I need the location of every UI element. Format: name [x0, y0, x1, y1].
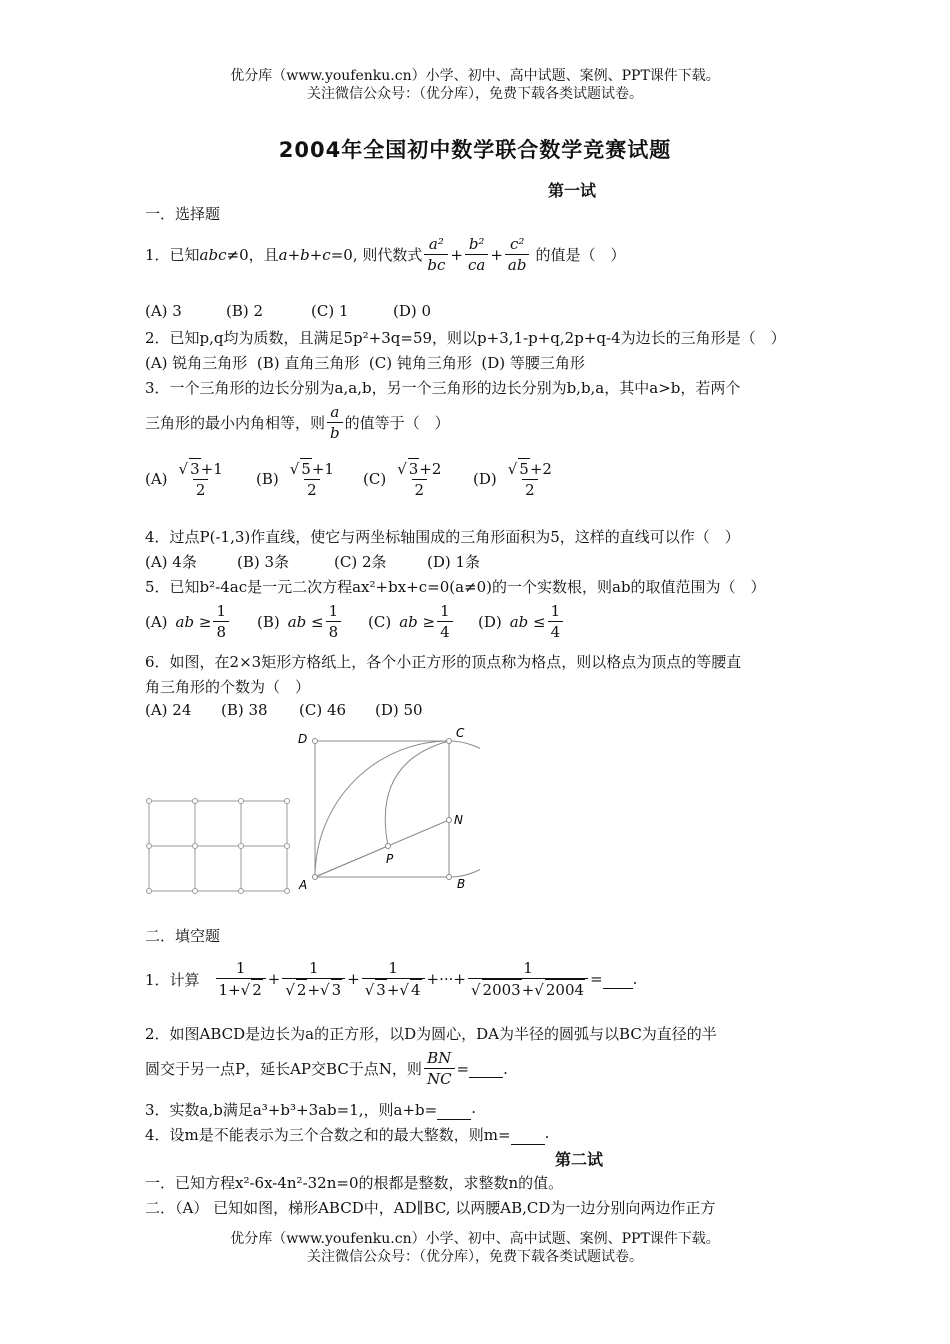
- q6-option-d: (D) 50: [375, 701, 423, 719]
- question-4: 4．过点P(-1,3)作直线，使它与两坐标轴围成的三角形面积为5，这样的直线可以作（ ）: [145, 528, 740, 546]
- lattice-point: [147, 799, 152, 804]
- header-line-1: 优分库（www.youfenku.cn）小学、初中、高中试题、案例、PPT课件下载。: [230, 68, 720, 84]
- q3-option-b: (B) $\frac{√ 5+1}{2}$: [256, 460, 334, 499]
- q1-option-d: (D) 0: [393, 302, 432, 320]
- q2-options: (A) 锐角三角形 (B) 直角三角形 (C) 钝角三角形 (D) 等腰三角形: [145, 354, 585, 372]
- line-ap: [315, 846, 388, 877]
- label-a: A: [299, 878, 308, 892]
- part2-problem-1: 一．已知方程x²-6x-4n²-32n=0的根都是整数，求整数n的值。: [145, 1174, 564, 1192]
- q4-option-b: (B) 3条: [237, 553, 290, 571]
- section-fill-heading: 二．填空题: [145, 927, 221, 945]
- label-n: N: [454, 813, 463, 827]
- lattice-point: [285, 844, 290, 849]
- lattice-point: [285, 799, 290, 804]
- part1-heading: 第一试: [548, 181, 597, 200]
- q5-option-b: (B) ab ≤ $\frac{1}{8}$: [257, 601, 343, 642]
- fill-3: 3．实数a,b满足a³+b³+3ab=1,，则a+b= .: [145, 1099, 476, 1119]
- q4-option-c: (C) 2条: [334, 553, 387, 571]
- question-6-line-2: 角三角形的个数为（ ）: [145, 678, 311, 696]
- q3-option-d: (D) $\frac{√ 5+2}{2}$: [473, 460, 552, 499]
- label-b: B: [457, 877, 466, 891]
- part2-problem-2: 二．（A） 已知如图，梯形ABCD中，AD∥BC, 以两腰AB,CD为一边分别向两边作正方: [145, 1199, 716, 1217]
- point-d: [313, 739, 318, 744]
- point-a: [313, 875, 318, 880]
- fill-1: 1．计算 $\frac{1}{1+√ 2}$ + $\frac{1}{√ 2+√ 3}$ + $\frac{1}{√ 3+√ 4}$ +···+ $\frac{1}{√ 2003+√ 2004}$ = .: [145, 959, 638, 999]
- lattice-point: [285, 889, 290, 894]
- lattice-point: [193, 844, 198, 849]
- curve-upper: [385, 741, 449, 846]
- question-3-line-1: 3．一个三角形的边长分别为a,a,b，另一个三角形的边长分别为b,b,a，其中a>b，若两个: [145, 379, 741, 397]
- q3-option-c: (C) $\frac{√ 3+2}{2}$: [363, 460, 442, 499]
- q6-option-c: (C) 46: [299, 701, 347, 719]
- q6-option-b: (B) 38: [221, 701, 268, 719]
- lattice-point: [239, 844, 244, 849]
- q5-option-c: (C) ab ≥ $\frac{1}{4}$: [368, 601, 455, 642]
- q3-option-a: (A) $\frac{√ 3+1}{2}$: [145, 460, 223, 499]
- square-abcd: [315, 741, 449, 877]
- fill-4: 4．设m是不能表示为三个合数之和的最大整数，则m= .: [145, 1124, 550, 1144]
- point-b: [447, 875, 452, 880]
- point-n: [447, 818, 452, 823]
- footer-line-1: 优分库（www.youfenku.cn）小学、初中、高中试题、案例、PPT课件下载。: [230, 1231, 720, 1247]
- question-5: 5．已知b²-4ac是一元二次方程ax²+bx+c=0(a≠0)的一个实数根，则ab的取值范围为（ ）: [145, 578, 766, 596]
- square-figure: [290, 722, 480, 897]
- q6-option-a: (A) 24: [145, 701, 192, 719]
- semicircle-bc: [449, 741, 480, 877]
- lattice-point: [147, 889, 152, 894]
- section-choice-heading: 一．选择题: [145, 205, 221, 223]
- lattice-point: [239, 889, 244, 894]
- q4-option-a: (A) 4条: [145, 553, 197, 571]
- lattice-point: [239, 799, 244, 804]
- question-3-line-2: 三角形的最小内角相等，则 $\frac{a}{b}$ 的值等于（ ）: [145, 403, 450, 442]
- fill-2-line-2: 圆交于另一点P，延长AP交BC于点N，则 $\frac{BN}{NC}$ = .: [145, 1049, 508, 1088]
- lattice-point: [193, 799, 198, 804]
- question-1: 1．已知 abc ≠0，且 a+b+c =0, 则代数式 $\frac{\text{a²}}{bc}$ + $\frac{\text{b²}}{ca}$ + $\frac{\text{c²}}{ab}$ 的值是（ ）: [145, 235, 626, 274]
- grid-figure: [140, 795, 300, 899]
- label-d: D: [298, 732, 308, 746]
- q1-option-a: (A) 3: [145, 302, 182, 320]
- q4-option-d: (D) 1条: [427, 553, 481, 571]
- page-title: 2004年全国初中数学联合数学竞赛试题: [278, 138, 672, 162]
- point-c: [447, 739, 452, 744]
- question-2: 2．已知p,q均为质数，且满足5p²+3q=59，则以p+3,1-p+q,2p+q-4为边长的三角形是（ ）: [145, 329, 786, 347]
- point-p: [386, 844, 391, 849]
- arc-centered-d: [315, 741, 449, 877]
- lattice-point: [147, 844, 152, 849]
- q5-option-d: (D) ab ≤ $\frac{1}{4}$: [478, 601, 565, 642]
- q1-option-c: (C) 1: [311, 302, 349, 320]
- label-c: C: [456, 726, 465, 740]
- part2-heading: 第二试: [555, 1150, 604, 1169]
- question-6-line-1: 6．如图，在2×3矩形方格纸上，各个小正方形的顶点称为格点，则以格点为顶点的等腰直: [145, 653, 742, 671]
- footer-line-2: 关注微信公众号：（优分库），免费下载各类试题试卷。: [307, 1249, 643, 1265]
- lattice-point: [193, 889, 198, 894]
- q1-option-b: (B) 2: [226, 302, 264, 320]
- q5-option-a: (A) ab ≥ $\frac{1}{8}$: [145, 601, 231, 642]
- fill-2-line-1: 2．如图ABCD是边长为a的正方形，以D为圆心，DA为半径的圆弧与以BC为直径的半: [145, 1025, 717, 1043]
- header-line-2: 关注微信公众号：（优分库），免费下载各类试题试卷。: [307, 86, 643, 102]
- label-p: P: [386, 852, 394, 866]
